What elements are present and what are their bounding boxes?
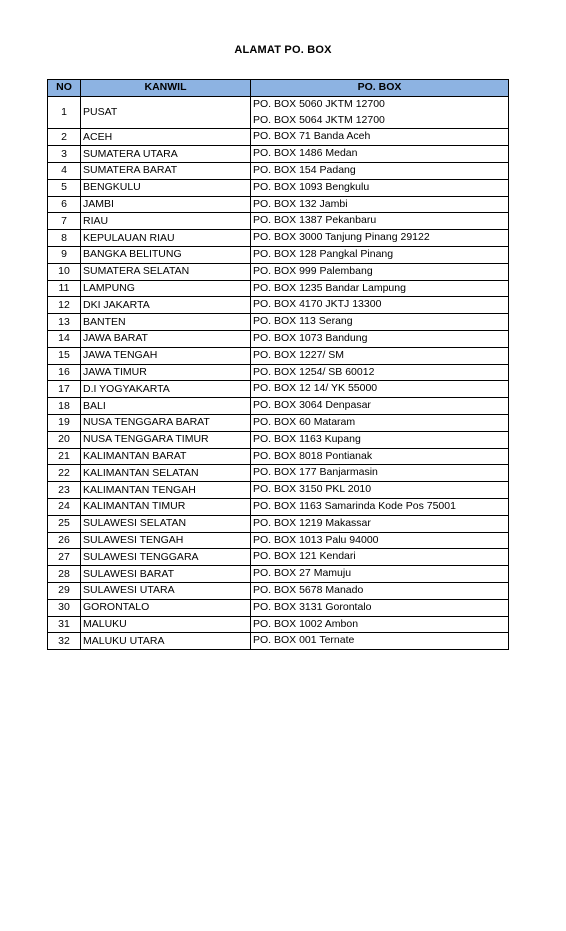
row-number: 22 [48,465,81,482]
pobox-line: PO. BOX 1163 Kupang [253,432,361,445]
kanwil-cell: NUSA TENGGARA TIMUR [81,431,251,448]
pobox-cell [251,230,509,247]
table-row [48,129,509,146]
table-row [48,364,509,381]
pobox-line: PO. BOX 1486 Medan [253,147,358,160]
table-row [48,599,509,616]
table-row [48,146,509,163]
kanwil-cell: MALUKU UTARA [81,633,251,650]
kanwil-cell: KALIMANTAN TIMUR [81,498,251,515]
pobox-line: PO. BOX 12 14/ YK 55000 [253,382,378,395]
row-number: 21 [48,448,81,465]
kanwil-cell: ACEH [81,129,251,146]
table-row [48,515,509,532]
kanwil-cell: NUSA TENGGARA BARAT [81,414,251,431]
row-number: 18 [48,398,81,415]
pobox-cell [251,314,509,331]
pobox-line: PO. BOX 60 Mataram [253,415,356,428]
kanwil-cell: KALIMANTAN BARAT [81,448,251,465]
kanwil-cell: BANTEN [81,314,251,331]
pobox-cell [251,246,509,263]
row-number: 9 [48,246,81,263]
pobox-line: PO. BOX 121 Kendari [253,550,356,563]
row-number: 28 [48,566,81,583]
pobox-cell [251,498,509,515]
header-kanwil: KANWIL [81,80,251,97]
pobox-cell [251,263,509,280]
table-row [48,448,509,465]
row-number: 32 [48,633,81,650]
pobox-cell [251,213,509,230]
table-row [48,230,509,247]
table-row [48,482,509,499]
pobox-cell [251,146,509,163]
row-number: 5 [48,179,81,196]
row-number: 31 [48,616,81,633]
row-number: 15 [48,347,81,364]
table-row [48,633,509,650]
table-row [48,96,509,129]
kanwil-cell: KEPULAUAN RIAU [81,230,251,247]
table-row [48,398,509,415]
kanwil-cell: BANGKA BELITUNG [81,246,251,263]
pobox-line: PO. BOX 1227/ SM [253,348,345,361]
pobox-line: PO. BOX 177 Banjarmasin [253,466,378,479]
kanwil-cell: BENGKULU [81,179,251,196]
pobox-line: PO. BOX 5060 JKTM 12700 [253,97,385,110]
pobox-cell [251,297,509,314]
pobox-cell [251,515,509,532]
pobox-line: PO. BOX 3064 Denpasar [253,399,371,412]
row-number: 13 [48,314,81,331]
pobox-cell [251,448,509,465]
kanwil-cell: LAMPUNG [81,280,251,297]
pobox-line: PO. BOX 132 Jambi [253,197,348,210]
pobox-line: PO. BOX 1235 Bandar Lampung [253,281,406,294]
row-number: 30 [48,599,81,616]
pobox-cell [251,549,509,566]
pobox-cell [251,398,509,415]
row-number: 4 [48,162,81,179]
table-row [48,431,509,448]
row-number: 26 [48,532,81,549]
row-number: 25 [48,515,81,532]
pobox-cell [251,599,509,616]
row-number: 12 [48,297,81,314]
kanwil-cell: JAWA TIMUR [81,364,251,381]
table-row [48,330,509,347]
pobox-line: PO. BOX 1002 Ambon [253,617,359,630]
pobox-cell [251,465,509,482]
pobox-cell [251,582,509,599]
table-row [48,263,509,280]
kanwil-cell: KALIMANTAN TENGAH [81,482,251,499]
row-number: 14 [48,330,81,347]
table-row [48,246,509,263]
table-row [48,498,509,515]
kanwil-cell: SULAWESI UTARA [81,582,251,599]
table-row [48,314,509,331]
row-number: 20 [48,431,81,448]
pobox-line: PO. BOX 1073 Bandung [253,331,368,344]
row-number: 6 [48,196,81,213]
pobox-line: PO. BOX 8018 Pontianak [253,449,373,462]
table-header-row [48,80,509,97]
pobox-line: PO. BOX 5064 JKTM 12700 [253,113,385,126]
pobox-cell [251,532,509,549]
pobox-line: PO. BOX 1093 Bengkulu [253,180,370,193]
pobox-line: PO. BOX 1013 Palu 94000 [253,533,379,546]
pobox-line: PO. BOX 1387 Pekanbaru [253,214,377,227]
kanwil-cell: MALUKU [81,616,251,633]
pobox-line: PO. BOX 3150 PKL 2010 [253,483,372,496]
pobox-line: PO. BOX 27 Mamuju [253,567,352,580]
header-no: NO [48,80,81,97]
table-row [48,280,509,297]
table-row [48,616,509,633]
pobox-cell [251,566,509,583]
pobox-cell [251,482,509,499]
row-number: 17 [48,381,81,398]
pobox-line: PO. BOX 71 Banda Aceh [253,130,371,143]
pobox-line: PO. BOX 128 Pangkal Pinang [253,247,394,260]
table-row [48,414,509,431]
pobox-line: PO. BOX 4170 JKTJ 13300 [253,298,382,311]
kanwil-cell: SULAWESI SELATAN [81,515,251,532]
pobox-cell [251,330,509,347]
pobox-cell [251,129,509,146]
table-row [48,162,509,179]
table-row [48,347,509,364]
table-row [48,196,509,213]
kanwil-cell: PUSAT [81,96,251,129]
pobox-cell [251,364,509,381]
pobox-line: PO. BOX 5678 Manado [253,583,364,596]
table-row [48,179,509,196]
table-row [48,465,509,482]
pobox-cell [251,196,509,213]
pobox-cell [251,633,509,650]
kanwil-cell: BALI [81,398,251,415]
pobox-line: PO. BOX 1163 Samarinda Kode Pos 75001 [253,499,456,512]
row-number: 23 [48,482,81,499]
kanwil-cell: JAMBI [81,196,251,213]
pobox-line: PO. BOX 999 Palembang [253,264,373,277]
table-row [48,381,509,398]
pobox-line: PO. BOX 1219 Makassar [253,516,371,529]
kanwil-cell: D.I YOGYAKARTA [81,381,251,398]
kanwil-cell: KALIMANTAN SELATAN [81,465,251,482]
row-number: 3 [48,146,81,163]
row-number: 7 [48,213,81,230]
row-number: 2 [48,129,81,146]
row-number: 16 [48,364,81,381]
kanwil-cell: SULAWESI TENGAH [81,532,251,549]
pobox-line: PO. BOX 3131 Gorontalo [253,600,372,613]
header-pobox: PO. BOX [251,80,509,97]
pobox-line: PO. BOX 3000 Tanjung Pinang 29122 [253,231,430,244]
row-number: 27 [48,549,81,566]
row-number: 1 [48,96,81,129]
row-number: 29 [48,582,81,599]
kanwil-cell: SUMATERA BARAT [81,162,251,179]
table-row [48,297,509,314]
kanwil-cell: SULAWESI BARAT [81,566,251,583]
pobox-cell [251,431,509,448]
pobox-cell [251,179,509,196]
pobox-line: PO. BOX 113 Serang [253,315,353,328]
kanwil-cell: SULAWESI TENGGARA [81,549,251,566]
pobox-cell [251,414,509,431]
kanwil-cell: SUMATERA UTARA [81,146,251,163]
table-row [48,582,509,599]
row-number: 19 [48,414,81,431]
pobox-cell [251,381,509,398]
table-body [48,96,509,649]
table-row [48,566,509,583]
po-box-table [47,79,509,650]
pobox-line: PO. BOX 001 Ternate [253,634,355,647]
row-number: 8 [48,230,81,247]
kanwil-cell: RIAU [81,213,251,230]
table-row [48,549,509,566]
kanwil-cell: JAWA BARAT [81,330,251,347]
pobox-cell [251,280,509,297]
pobox-cell [251,347,509,364]
pobox-line: PO. BOX 154 Padang [253,163,356,176]
kanwil-cell: DKI JAKARTA [81,297,251,314]
row-number: 24 [48,498,81,515]
row-number: 10 [48,263,81,280]
page-title: ALAMAT PO. BOX [234,44,332,56]
pobox-cell [251,96,509,129]
pobox-cell [251,162,509,179]
pobox-line: PO. BOX 1254/ SB 60012 [253,365,375,378]
row-number: 11 [48,280,81,297]
kanwil-cell: GORONTALO [81,599,251,616]
table-row [48,532,509,549]
kanwil-cell: JAWA TENGAH [81,347,251,364]
table-row [48,213,509,230]
pobox-cell [251,616,509,633]
kanwil-cell: SUMATERA SELATAN [81,263,251,280]
